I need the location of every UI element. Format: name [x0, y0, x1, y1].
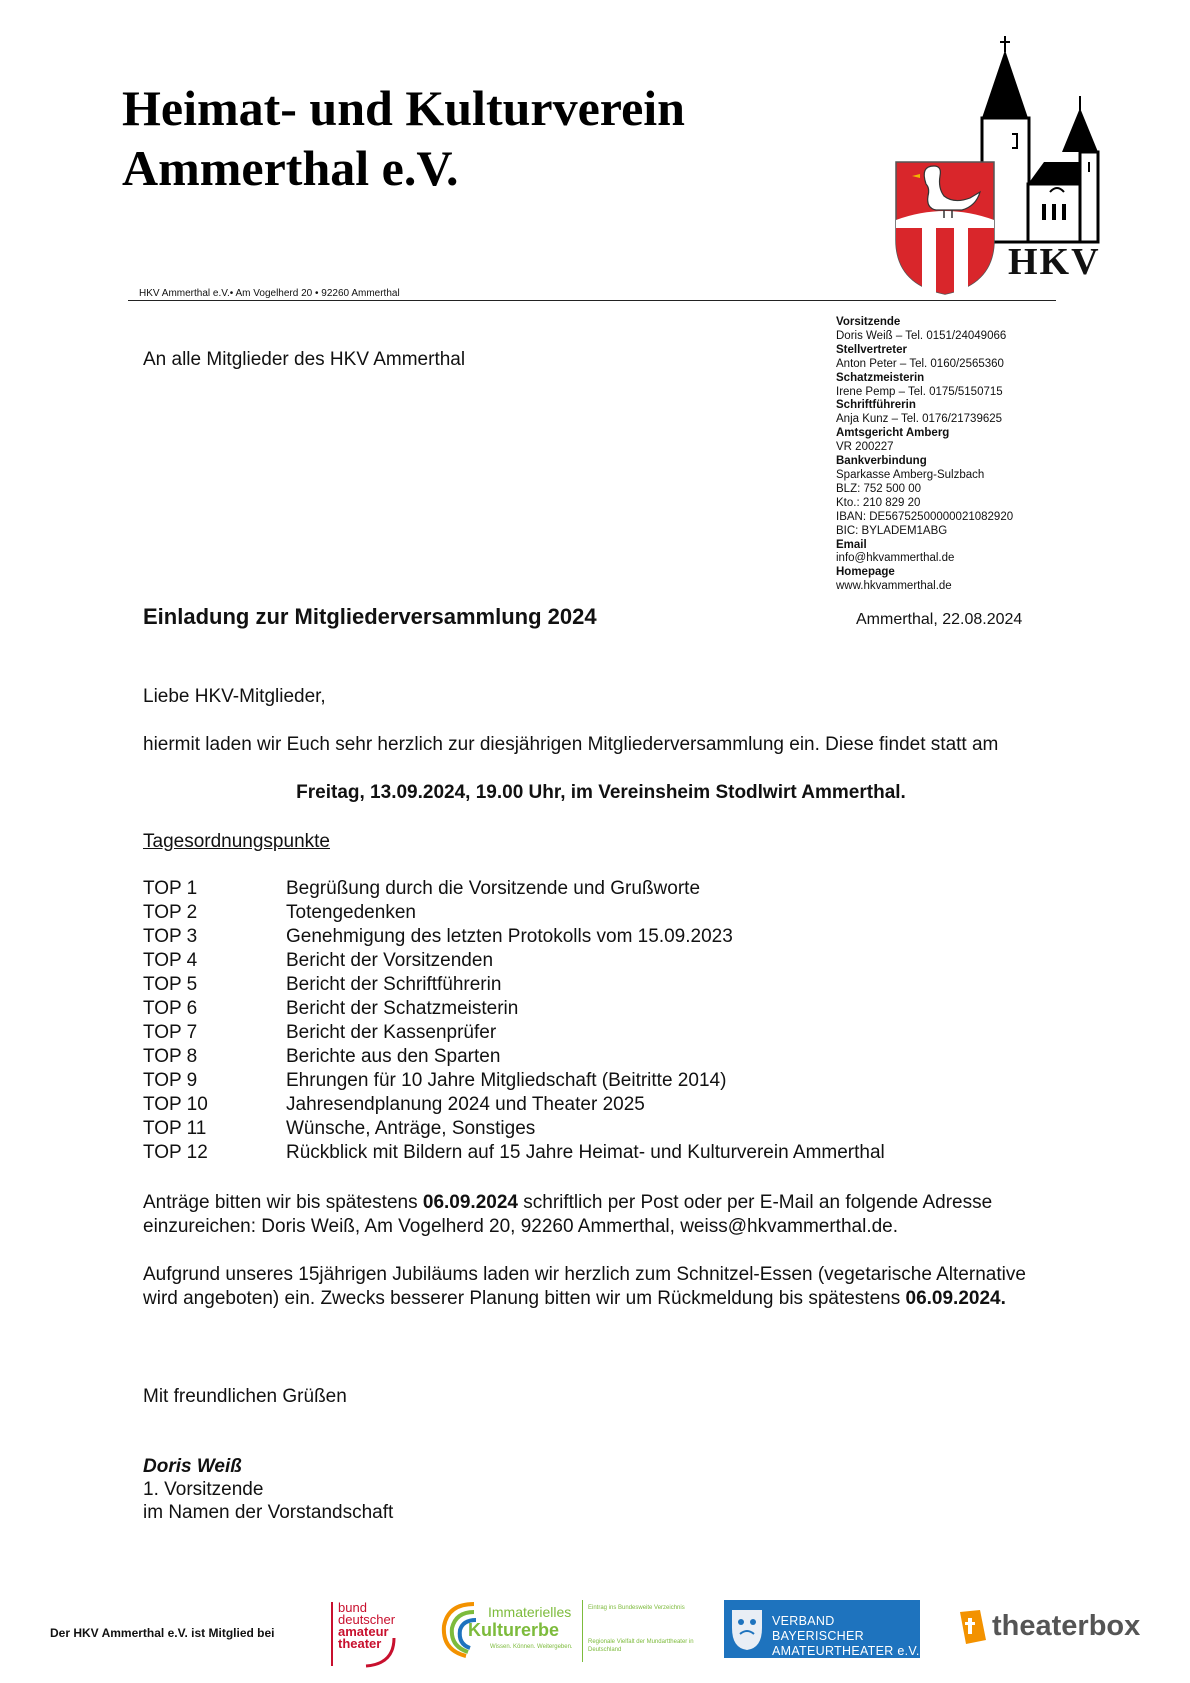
agenda-item-text: Bericht der Kassenprüfer: [286, 1022, 497, 1043]
agenda-item-text: Rückblick mit Bildern auf 15 Jahre Heimat- und Kulturverein Ammerthal: [286, 1142, 885, 1163]
contact-value: IBAN: DE56752500000021082920: [836, 510, 1014, 523]
association-title: [122, 78, 685, 198]
agenda-item-text: Bericht der Vorsitzenden: [286, 950, 494, 971]
bdat-logo: [328, 1598, 408, 1670]
signer-name: Doris Weiß: [143, 1456, 242, 1477]
agenda-item: [143, 1069, 885, 1093]
motions-deadline: 06.09.2024: [422, 1192, 518, 1213]
recipient-line: An alle Mitglieder des HKV Ammerthal: [143, 349, 466, 370]
anniversary-text: Aufgrund unseres 15jährigen Jubiläums laden wir herzlich zum Schnitzel-Essen (vegetarische Alternative wird angeboten) ein. Zwecks besserer Planung bitten wir um Rückmeldung bis spätestens: [143, 1264, 1026, 1309]
agenda-item: [143, 925, 885, 949]
kulturerbe-logo: [440, 1598, 700, 1664]
agenda-item: [143, 1141, 885, 1165]
letter-subject: Einladung zur Mitgliederversammlung 2024: [143, 604, 597, 629]
contact-value: Anton Peter – Tel. 0160/2565360: [836, 357, 1004, 370]
agenda-list: [143, 877, 885, 1165]
agenda-item: [143, 1045, 885, 1069]
kulturerbe-line-2: Kulturerbe: [468, 1620, 560, 1640]
agenda-item-number: TOP 12: [143, 1142, 208, 1163]
hkv-logo-text: HKV: [1008, 241, 1101, 283]
contact-value: www.hkvammerthal.de: [836, 580, 952, 593]
contact-value: BIC: BYLADEM1ABG: [836, 524, 948, 537]
agenda-item-text: Totengedenken: [286, 902, 416, 923]
contact-label: Vorsitzende: [836, 316, 901, 328]
contact-info-block: [836, 316, 1013, 594]
contact-label: Schatzmeisterin: [836, 371, 925, 384]
kulturerbe-line-1: Immaterielles: [488, 1604, 572, 1620]
contact-value: info@hkvammerthal.de: [836, 552, 955, 565]
agenda-item-text: Bericht der Schatzmeisterin: [286, 998, 519, 1019]
kulturerbe-tagline: Wissen. Können. Weitergeben.: [490, 1644, 573, 1650]
agenda-item-number: TOP 3: [143, 926, 198, 947]
agenda-item-number: TOP 6: [143, 998, 198, 1019]
sender-address-line: HKV Ammerthal e.V.• Am Vogelherd 20 • 92260 Ammerthal: [139, 288, 400, 299]
theater-mask-icon: [730, 1606, 764, 1652]
meeting-date-time: Freitag, 13.09.2024, 19.00 Uhr, im Vereinsheim Stodlwirt Ammerthal.: [296, 782, 906, 803]
motions-paragraph: [143, 1191, 1063, 1239]
agenda-item-text: Ehrungen für 10 Jahre Mitgliedschaft (Beitritte 2014): [286, 1070, 727, 1091]
signer-role: 1. Vorsitzende: [143, 1479, 264, 1500]
contact-value: Sparkasse Amberg-Sulzbach: [836, 468, 985, 481]
agenda-item: [143, 973, 885, 997]
theaterbox-logo: [956, 1606, 1152, 1650]
agenda-item: [143, 877, 885, 901]
agenda-item-text: Begrüßung durch die Vorsitzende und Grußworte: [286, 878, 701, 899]
agenda-item: [143, 1021, 885, 1045]
agenda-item: [143, 901, 885, 925]
agenda-item-number: TOP 5: [143, 974, 198, 995]
vbat-line-2: AMATEURTHEATER e.V.: [772, 1644, 920, 1658]
agenda-item-text: Wünsche, Anträge, Sonstiges: [286, 1118, 536, 1139]
contact-label: Stellvertreter: [836, 343, 907, 356]
contact-label: Email: [836, 538, 867, 551]
contact-label: Schriftführerin: [836, 399, 916, 412]
rsvp-deadline: 06.09.2024.: [905, 1288, 1006, 1309]
bdat-line-2: deutscher: [338, 1612, 396, 1627]
agenda-item: [143, 1117, 885, 1141]
agenda-item-number: TOP 8: [143, 1046, 198, 1067]
theaterbox-text: theaterbox: [992, 1610, 1141, 1642]
membership-text: Der HKV Ammerthal e.V. ist Mitglied bei: [50, 1626, 275, 1640]
anniversary-paragraph: [143, 1263, 1063, 1311]
kulturerbe-divider: [582, 1600, 583, 1662]
header-divider: [128, 300, 1056, 301]
agenda-item: [143, 997, 885, 1021]
closing-greeting: Mit freundlichen Grüßen: [143, 1386, 347, 1407]
motions-text-before: Anträge bitten wir bis spätestens: [143, 1192, 423, 1213]
letter-date: Ammerthal, 22.08.2024: [856, 611, 1023, 628]
contact-value: BLZ: 752 500 00: [836, 482, 922, 495]
contact-value: Irene Pemp – Tel. 0175/5150715: [836, 385, 1003, 398]
signature-block: [143, 1455, 393, 1524]
bdat-line-3: amateur: [338, 1624, 389, 1639]
contact-label: Amtsgericht Amberg: [836, 427, 950, 440]
kulturerbe-note-2: Regionale Vielfalt der Mundarttheater in Deutschland: [588, 1639, 694, 1653]
kulturerbe-note-1: Eintrag ins Bundesweite Verzeichnis: [588, 1605, 685, 1611]
intro-text: hiermit laden wir Euch sehr herzlich zur diesjährigen Mitgliederversammlung ein. Diese findet statt am: [143, 734, 999, 755]
contact-value: Doris Weiß – Tel. 0151/24049066: [836, 329, 1007, 342]
agenda-item-number: TOP 9: [143, 1070, 198, 1091]
agenda-item: [143, 1093, 885, 1117]
contact-value: Anja Kunz – Tel. 0176/21739625: [836, 413, 1003, 426]
title-line-2: Ammerthal e.V.: [122, 140, 459, 196]
contact-value: VR 200227: [836, 441, 894, 454]
agenda-item-text: Genehmigung des letzten Protokolls vom 15.09.2023: [286, 926, 733, 947]
agenda-item-number: TOP 10: [143, 1094, 208, 1115]
agenda-item-text: Jahresendplanung 2024 und Theater 2025: [286, 1094, 645, 1115]
theaterbox-ticket-icon: [956, 1608, 988, 1646]
agenda-item-number: TOP 11: [143, 1118, 207, 1139]
agenda-item-text: Bericht der Schriftführerin: [286, 974, 502, 995]
contact-label: Homepage: [836, 566, 895, 579]
agenda-item-number: TOP 4: [143, 950, 198, 971]
agenda-heading: Tagesordnungspunkte: [143, 831, 330, 852]
salutation: Liebe HKV-Mitglieder,: [143, 686, 326, 707]
bdat-line-4: theater: [338, 1636, 382, 1651]
motions-text-after: schriftlich per Post oder per E-Mail an folgende Adresse einzureichen: Doris Weiß, Am Vogelherd 20, 92260 Ammerthal, weiss@hkvammerthal.de.: [143, 1192, 993, 1237]
agenda-item-text: Berichte aus den Sparten: [286, 1046, 501, 1067]
title-line-1: Heimat- und Kulturverein: [122, 80, 685, 136]
bdat-line-1: bund: [338, 1600, 367, 1615]
contact-value: Kto.: 210 829 20: [836, 496, 921, 509]
agenda-item-number: TOP 2: [143, 902, 198, 923]
signer-note: im Namen der Vorstandschaft: [143, 1502, 394, 1523]
vbat-line-1: VERBAND BAYERISCHER: [772, 1614, 864, 1643]
contact-label: Bankverbindung: [836, 455, 927, 468]
agenda-item-number: TOP 1: [143, 878, 198, 899]
vbat-logo: [724, 1600, 920, 1658]
agenda-item: [143, 949, 885, 973]
agenda-item-number: TOP 7: [143, 1022, 198, 1043]
